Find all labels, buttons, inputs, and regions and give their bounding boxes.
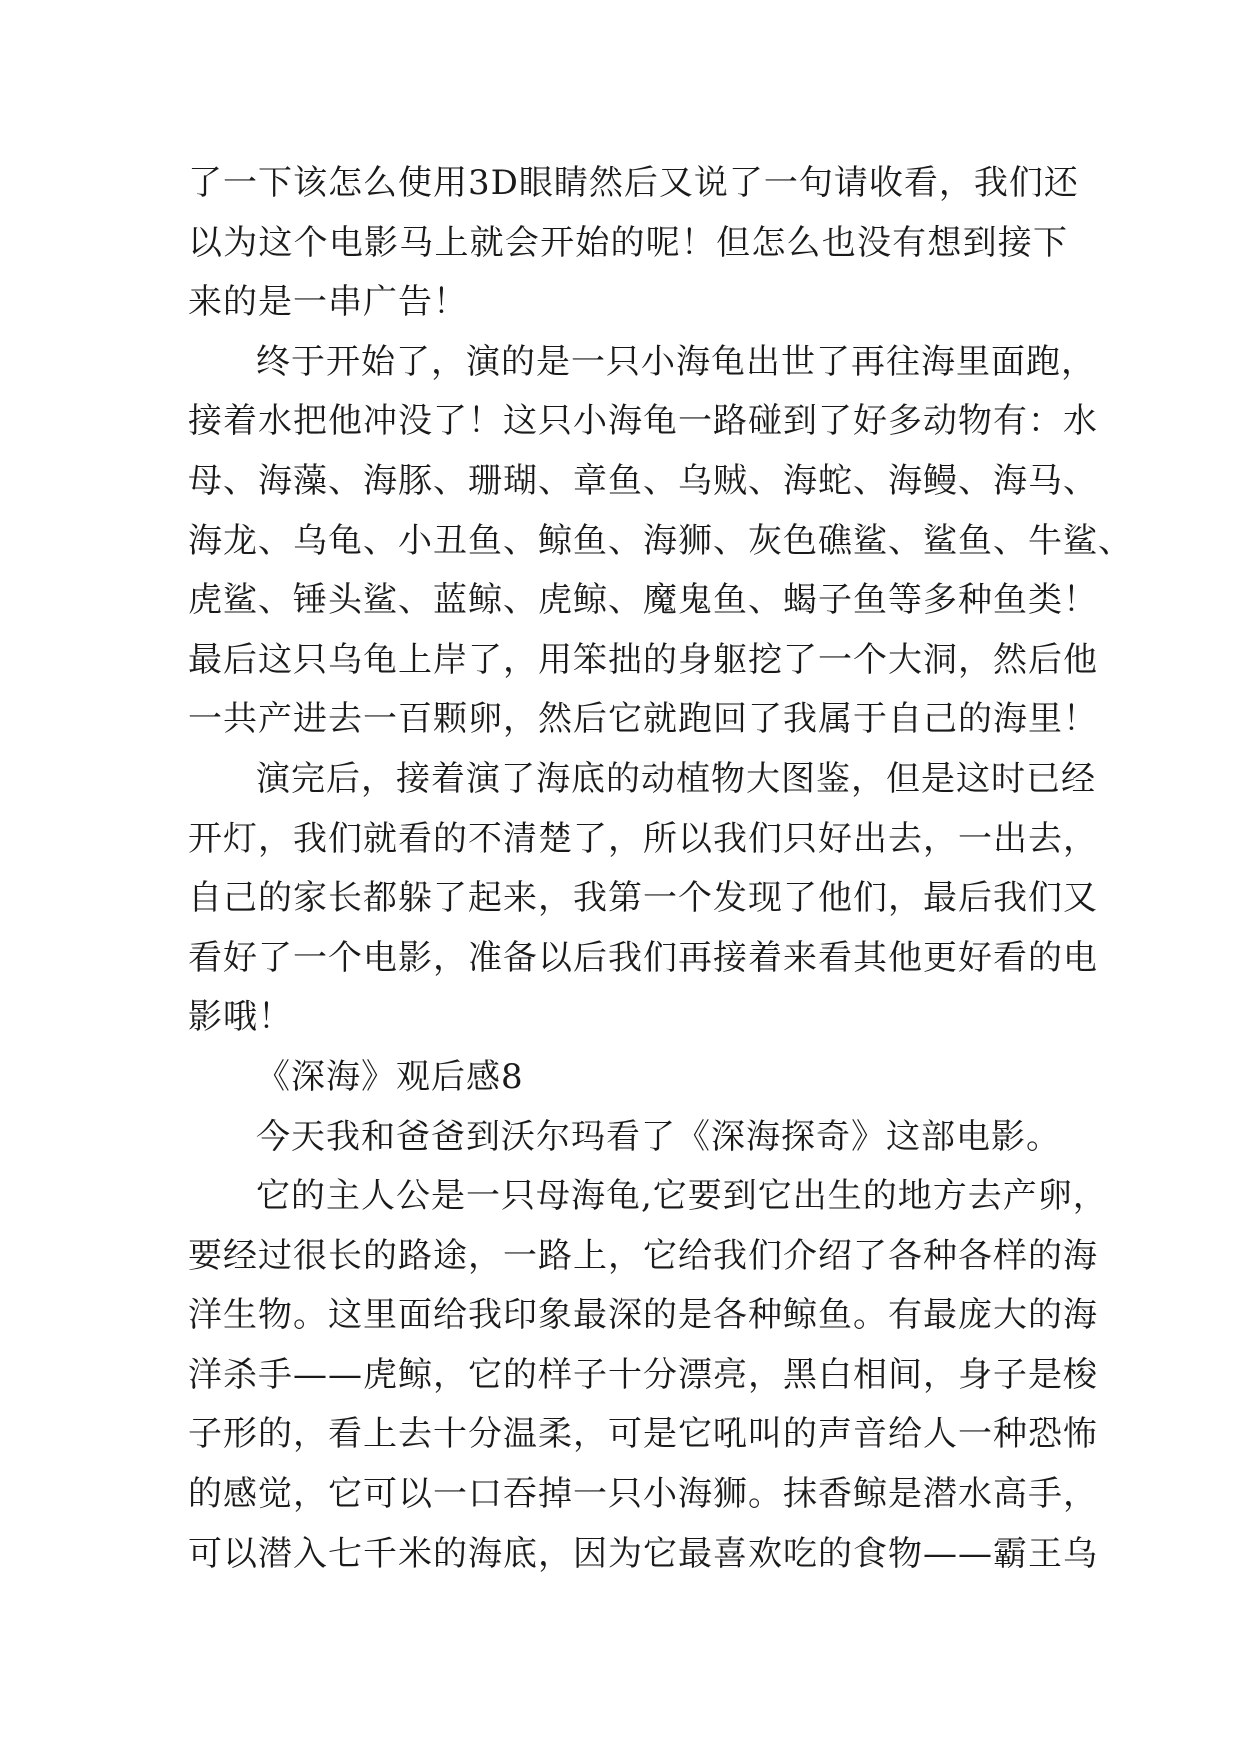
text-line: 以为这个电影马上就会开始的呢！但怎么也没有想到接下 bbox=[188, 222, 1068, 263]
text-line: 看好了一个电影，准备以后我们再接着来看其他更好看的电 bbox=[188, 937, 1098, 978]
paragraph-first-line: 它的主人公是一只母海龟,它要到它出生的地方去产卵， bbox=[256, 1176, 1108, 1217]
text-line: 要经过很长的路途，一路上，它给我们介绍了各种各样的海 bbox=[188, 1235, 1098, 1276]
text-line: 接着水把他冲没了！这只小海龟一路碰到了好多动物有：水 bbox=[188, 401, 1098, 442]
text-line: 虎鲨、锤头鲨、蓝鲸、虎鲸、魔鬼鱼、蝎子鱼等多种鱼类！ bbox=[188, 580, 1098, 621]
text-line: 海龙、乌龟、小丑鱼、鲸鱼、海狮、灰色礁鲨、鲨鱼、牛鲨、 bbox=[188, 520, 1133, 561]
text-line: 洋生物。这里面给我印象最深的是各种鲸鱼。有最庞大的海 bbox=[188, 1295, 1098, 1336]
text-line: 了一下该怎么使用3D眼睛然后又说了一句请收看，我们还 bbox=[188, 163, 1079, 203]
text-line: 一共产进去一百颗卵，然后它就跑回了我属于自己的海里！ bbox=[188, 699, 1098, 740]
text-line: 开灯，我们就看的不清楚了，所以我们只好出去，一出去， bbox=[188, 818, 1098, 859]
paragraph-first-line: 终于开始了，演的是一只小海龟出世了再往海里面跑， bbox=[256, 341, 1096, 382]
paragraph-first-line: 演完后，接着演了海底的动植物大图鉴，但是这时已经 bbox=[256, 758, 1096, 799]
text-line: 来的是一串广告！ bbox=[188, 282, 468, 323]
text-line: 最后这只乌龟上岸了，用笨拙的身躯挖了一个大洞，然后他 bbox=[188, 639, 1098, 680]
document-body bbox=[188, 154, 1133, 1584]
text-line: 自己的家长都躲了起来，我第一个发现了他们，最后我们又 bbox=[188, 878, 1098, 919]
paragraph-first-line: 今天我和爸爸到沃尔玛看了《深海探奇》这部电影。 bbox=[256, 1116, 1061, 1157]
text-line: 可以潜入七千米的海底，因为它最喜欢吃的食物——霸王乌 bbox=[188, 1533, 1098, 1574]
text-line: 的感觉，它可以一口吞掉一只小海狮。抹香鲸是潜水高手， bbox=[188, 1474, 1098, 1515]
section-heading: 《深海》观后感8 bbox=[256, 1056, 524, 1097]
text-line: 影哦！ bbox=[188, 997, 293, 1038]
text-line: 洋杀手——虎鲸，它的样子十分漂亮，黑白相间，身子是梭 bbox=[188, 1354, 1098, 1395]
text-line: 母、海藻、海豚、珊瑚、章鱼、乌贼、海蛇、海鳗、海马、 bbox=[188, 460, 1098, 501]
text-line: 子形的，看上去十分温柔，可是它吼叫的声音给人一种恐怖 bbox=[188, 1414, 1098, 1455]
